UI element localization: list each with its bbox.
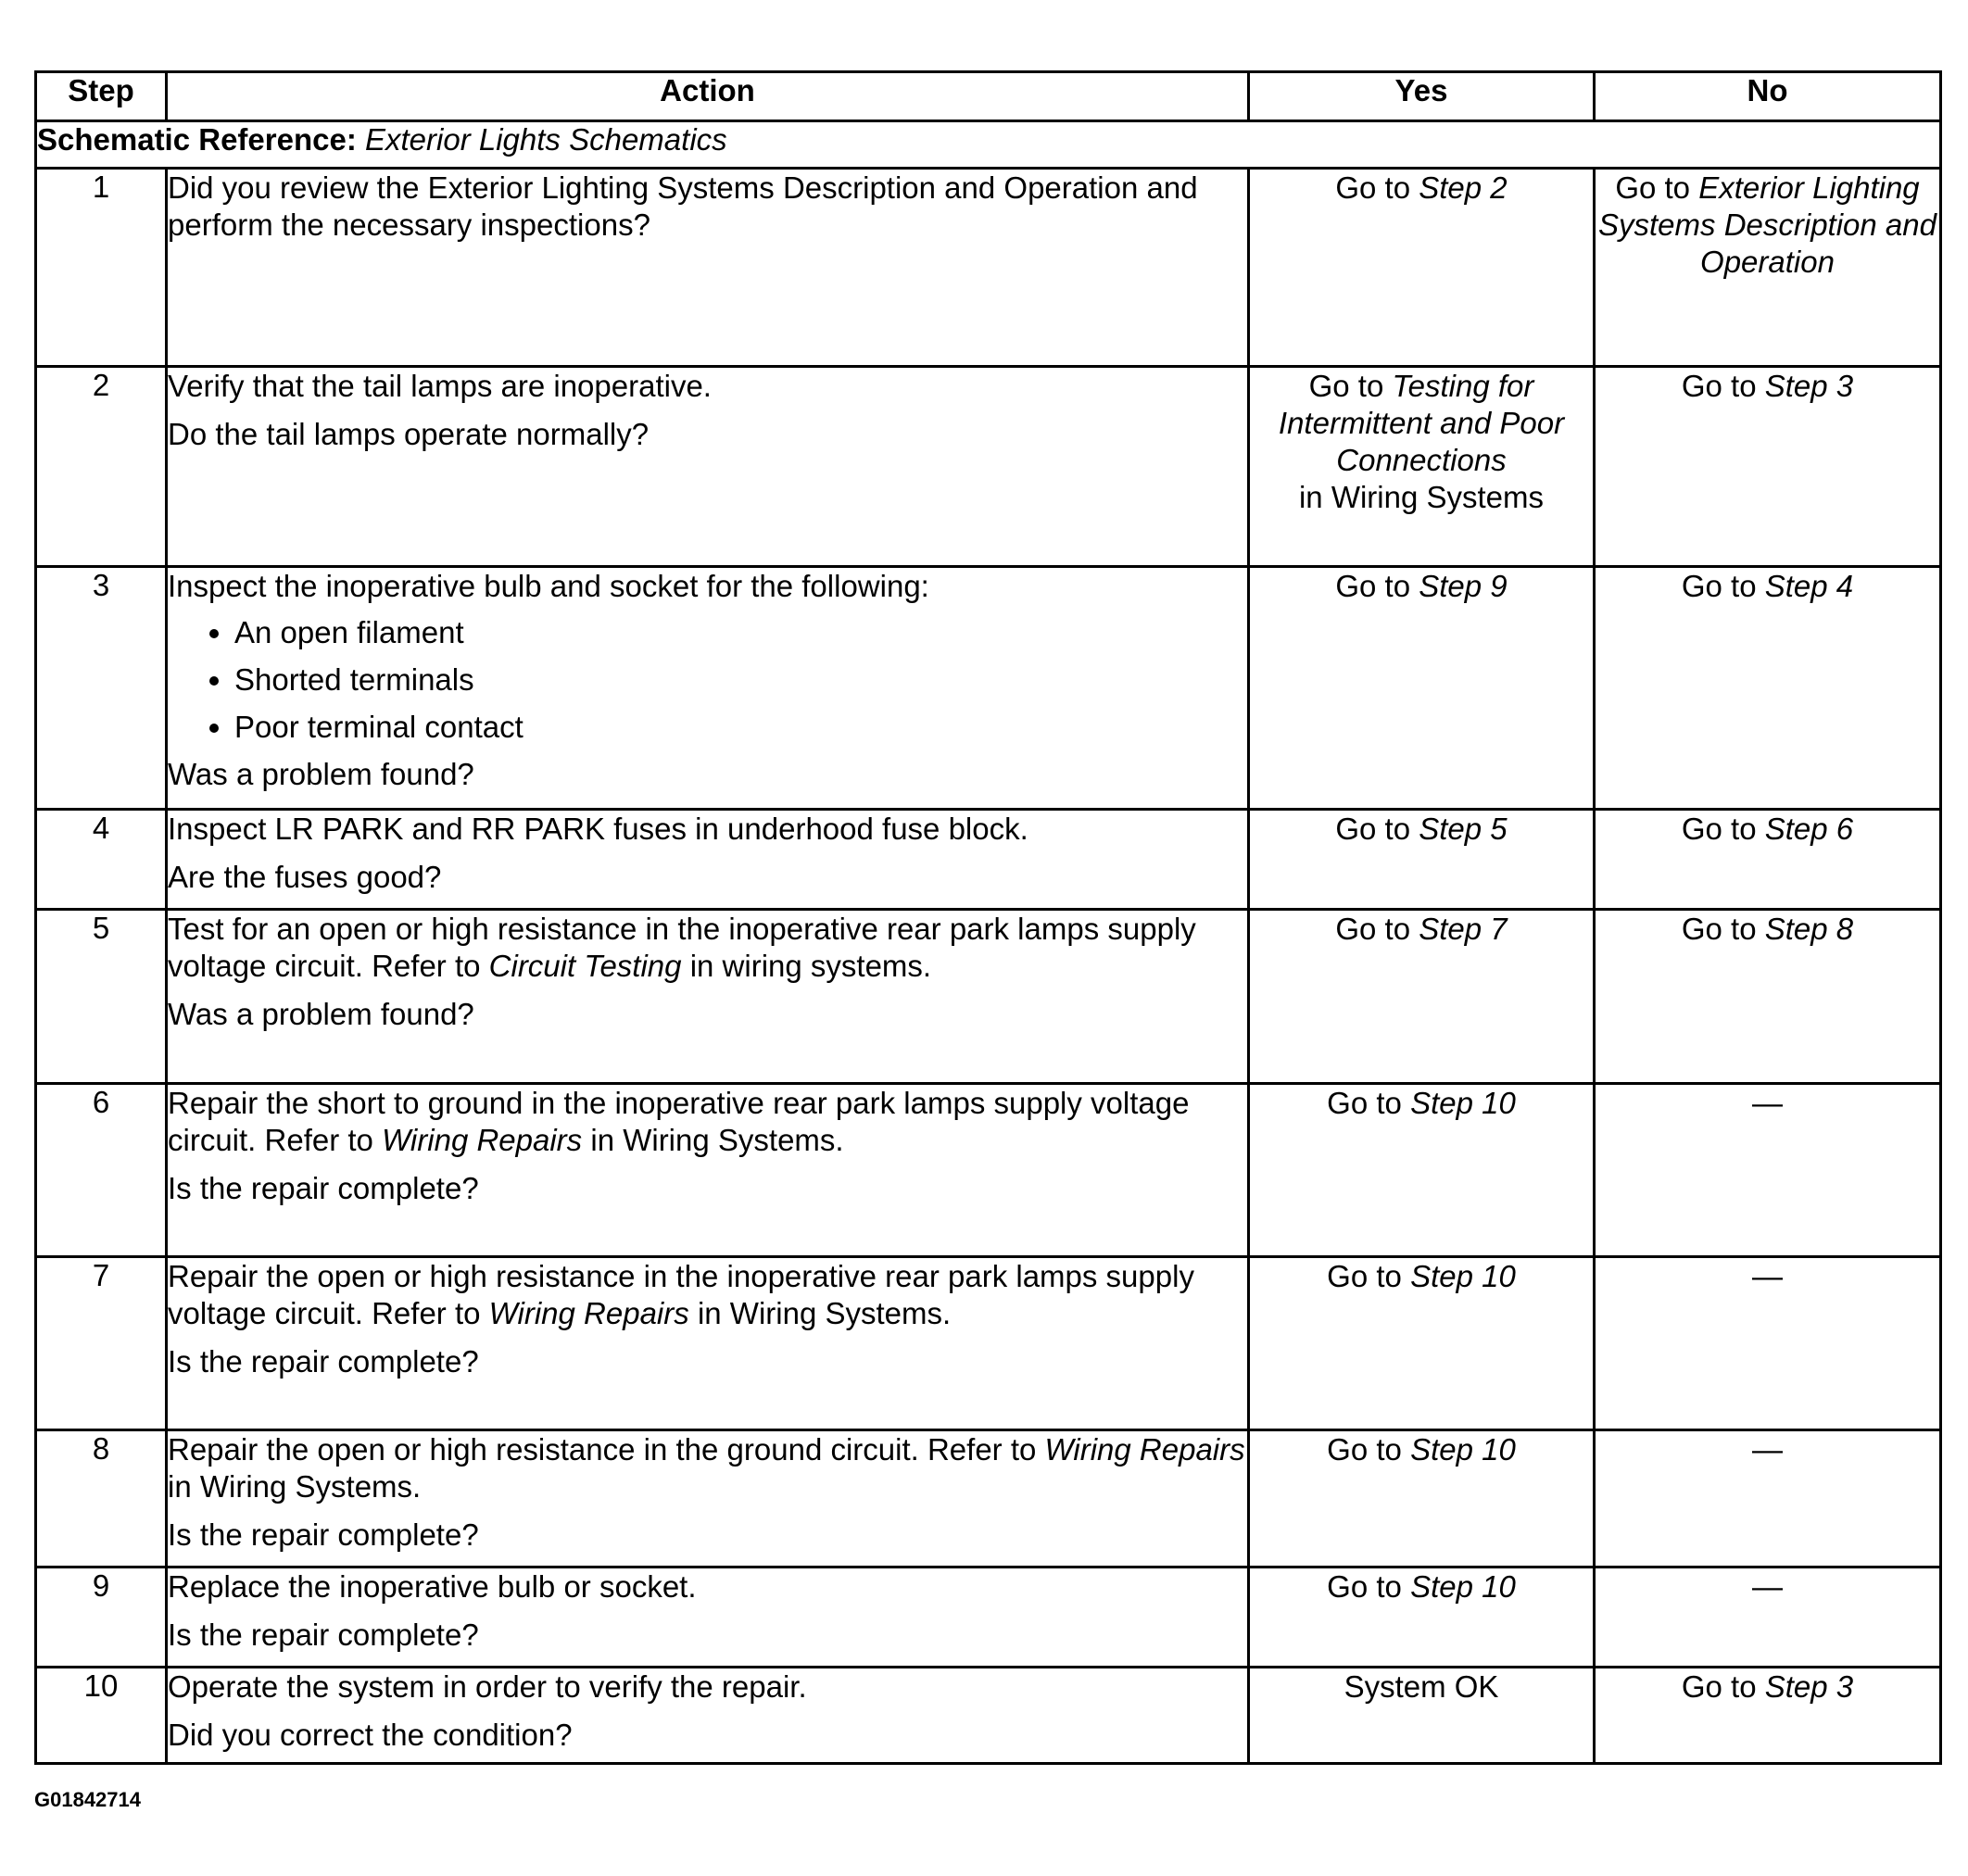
- figure-id: G01842714: [34, 1788, 141, 1811]
- action-text-part: in Wiring Systems.: [168, 1469, 422, 1504]
- action-question: Was a problem found?: [168, 997, 474, 1031]
- go-to-text: Go to: [1327, 1569, 1402, 1604]
- table-row: [36, 567, 1941, 810]
- list-item: • Poor terminal contact: [234, 709, 1247, 746]
- yes-cell: [1249, 367, 1595, 567]
- yes-target: Testing for Intermittent and Poor Connections: [1278, 369, 1565, 477]
- action-cell: [167, 910, 1249, 1084]
- header-no: No: [1595, 72, 1941, 121]
- yes-cell: [1249, 910, 1595, 1084]
- action-cell: [167, 1668, 1249, 1764]
- yes-target: Step 7: [1419, 912, 1508, 946]
- go-to-text: Go to: [1335, 812, 1411, 846]
- action-cell: [167, 1084, 1249, 1257]
- table-row: [36, 367, 1941, 567]
- yes-target: Step 9: [1419, 569, 1508, 603]
- action-text-part: Test for an open or high resistance in the inoperative rear park lamps supply voltage circuit. Refer to: [168, 912, 1196, 983]
- no-target: Step 8: [1764, 912, 1854, 946]
- action-text: Verify that the tail lamps are inoperative.: [168, 369, 712, 403]
- yes-cell: [1249, 169, 1595, 367]
- go-to-text: Go to: [1308, 369, 1384, 403]
- yes-target: Step 10: [1410, 1432, 1516, 1467]
- table-row: [36, 1257, 1941, 1430]
- action-question: Do the tail lamps operate normally?: [168, 417, 650, 451]
- go-to-text: Go to: [1681, 1669, 1757, 1704]
- action-text-part: in Wiring Systems.: [590, 1123, 844, 1157]
- action-cell: [167, 1430, 1249, 1568]
- action-text: [168, 1085, 1247, 1159]
- action-text-part: Repair the open or high resistance in the inoperative rear park lamps supply voltage circuit. Refer to: [168, 1259, 1194, 1330]
- yes-target: Step 10: [1410, 1569, 1516, 1604]
- action-reference: Wiring Repairs: [382, 1123, 583, 1157]
- action-question: Did you correct the condition?: [168, 1718, 573, 1752]
- list-item: • Shorted terminals: [234, 661, 1247, 699]
- table-row: [36, 810, 1941, 910]
- action-question: Is the repair complete?: [168, 1517, 479, 1552]
- action-text: Replace the inoperative bulb or socket.: [168, 1569, 697, 1604]
- table-row: [36, 1568, 1941, 1668]
- no-target: Exterior Lighting Systems Description and Operation: [1598, 170, 1936, 279]
- action-cell: [167, 169, 1249, 367]
- step-number: 9: [36, 1568, 167, 1668]
- no-cell: —: [1595, 1257, 1941, 1430]
- go-to-text: Go to: [1615, 170, 1691, 205]
- action-reference: Circuit Testing: [488, 949, 682, 983]
- no-cell: —: [1595, 1430, 1941, 1568]
- action-reference: Wiring Repairs: [1044, 1432, 1245, 1467]
- no-cell: [1595, 367, 1941, 567]
- action-question: Are the fuses good?: [168, 860, 442, 894]
- no-target: Step 3: [1764, 1669, 1854, 1704]
- go-to-text: Go to: [1681, 812, 1757, 846]
- table-row: [36, 169, 1941, 367]
- action-question: Is the repair complete?: [168, 1344, 479, 1379]
- diagnostic-table: [34, 70, 1942, 1765]
- no-cell: —: [1595, 1568, 1941, 1668]
- step-number: 6: [36, 1084, 167, 1257]
- header-action: Action: [167, 72, 1249, 121]
- no-cell: —: [1595, 1084, 1941, 1257]
- table-row: [36, 1430, 1941, 1568]
- yes-cell: [1249, 1430, 1595, 1568]
- no-cell: [1595, 910, 1941, 1084]
- no-target: Step 6: [1764, 812, 1854, 846]
- go-to-text: Go to: [1681, 369, 1757, 403]
- no-cell: [1595, 567, 1941, 810]
- action-cell: [167, 1568, 1249, 1668]
- action-question: Was a problem found?: [168, 757, 474, 791]
- schematic-label: Schematic Reference:: [37, 122, 357, 157]
- table-row: [36, 910, 1941, 1084]
- action-text: Inspect LR PARK and RR PARK fuses in underhood fuse block.: [168, 812, 1028, 846]
- no-target: Step 4: [1764, 569, 1854, 603]
- action-text: Did you review the Exterior Lighting Systems Description and Operation and perform the necessary inspections?: [168, 170, 1198, 242]
- action-cell: [167, 367, 1249, 567]
- action-text: [168, 1431, 1247, 1505]
- action-text-part: in Wiring Systems.: [697, 1296, 952, 1330]
- no-cell: [1595, 1668, 1941, 1764]
- table-row: [36, 1668, 1941, 1764]
- step-number: 8: [36, 1430, 167, 1568]
- yes-target: Step 2: [1419, 170, 1508, 205]
- list-item: • An open filament: [234, 614, 1247, 651]
- go-to-text: Go to: [1335, 569, 1411, 603]
- action-cell: [167, 810, 1249, 910]
- go-to-text: Go to: [1335, 912, 1411, 946]
- action-text: [168, 1258, 1247, 1332]
- step-number: 2: [36, 367, 167, 567]
- step-number: 5: [36, 910, 167, 1084]
- header-step: Step: [36, 72, 167, 121]
- go-to-text: Go to: [1327, 1259, 1402, 1293]
- action-cell: [167, 1257, 1249, 1430]
- yes-cell: [1249, 1084, 1595, 1257]
- yes-cell: [1249, 1568, 1595, 1668]
- action-reference: Wiring Repairs: [488, 1296, 689, 1330]
- action-cell: [167, 567, 1249, 810]
- action-text: [168, 911, 1247, 985]
- step-number: 7: [36, 1257, 167, 1430]
- action-text: Operate the system in order to verify the repair.: [168, 1669, 807, 1704]
- schematic-row: [36, 121, 1941, 169]
- yes-cell: [1249, 810, 1595, 910]
- bullet-list: [168, 614, 1247, 746]
- yes-target: Step 10: [1410, 1086, 1516, 1120]
- yes-cell: [1249, 567, 1595, 810]
- action-text-part: Repair the open or high resistance in the ground circuit. Refer to: [168, 1432, 1037, 1467]
- step-number: 10: [36, 1668, 167, 1764]
- go-to-text: Go to: [1327, 1086, 1402, 1120]
- table-row: [36, 1084, 1941, 1257]
- step-number: 3: [36, 567, 167, 810]
- step-number: 4: [36, 810, 167, 910]
- go-to-text: Go to: [1681, 912, 1757, 946]
- no-target: Step 3: [1764, 369, 1854, 403]
- action-text-part: Repair the short to ground in the inoperative rear park lamps supply voltage circuit. Refer to: [168, 1086, 1190, 1157]
- go-to-text: Go to: [1327, 1432, 1402, 1467]
- action-question: Is the repair complete?: [168, 1171, 479, 1205]
- no-cell: [1595, 169, 1941, 367]
- action-text: Inspect the inoperative bulb and socket for the following:: [168, 569, 929, 603]
- yes-cell: [1249, 1257, 1595, 1430]
- header-yes: Yes: [1249, 72, 1595, 121]
- header-row: [36, 72, 1941, 121]
- action-text-part: in wiring systems.: [689, 949, 932, 983]
- yes-target-suffix: in Wiring Systems: [1298, 480, 1545, 514]
- step-number: 1: [36, 169, 167, 367]
- yes-target: Step 10: [1410, 1259, 1516, 1293]
- go-to-text: Go to: [1335, 170, 1411, 205]
- yes-target: Step 5: [1419, 812, 1508, 846]
- action-question: Is the repair complete?: [168, 1618, 479, 1652]
- schematic-ref: Exterior Lights Schematics: [365, 122, 727, 157]
- yes-cell: System OK: [1249, 1668, 1595, 1764]
- no-cell: [1595, 810, 1941, 910]
- go-to-text: Go to: [1681, 569, 1757, 603]
